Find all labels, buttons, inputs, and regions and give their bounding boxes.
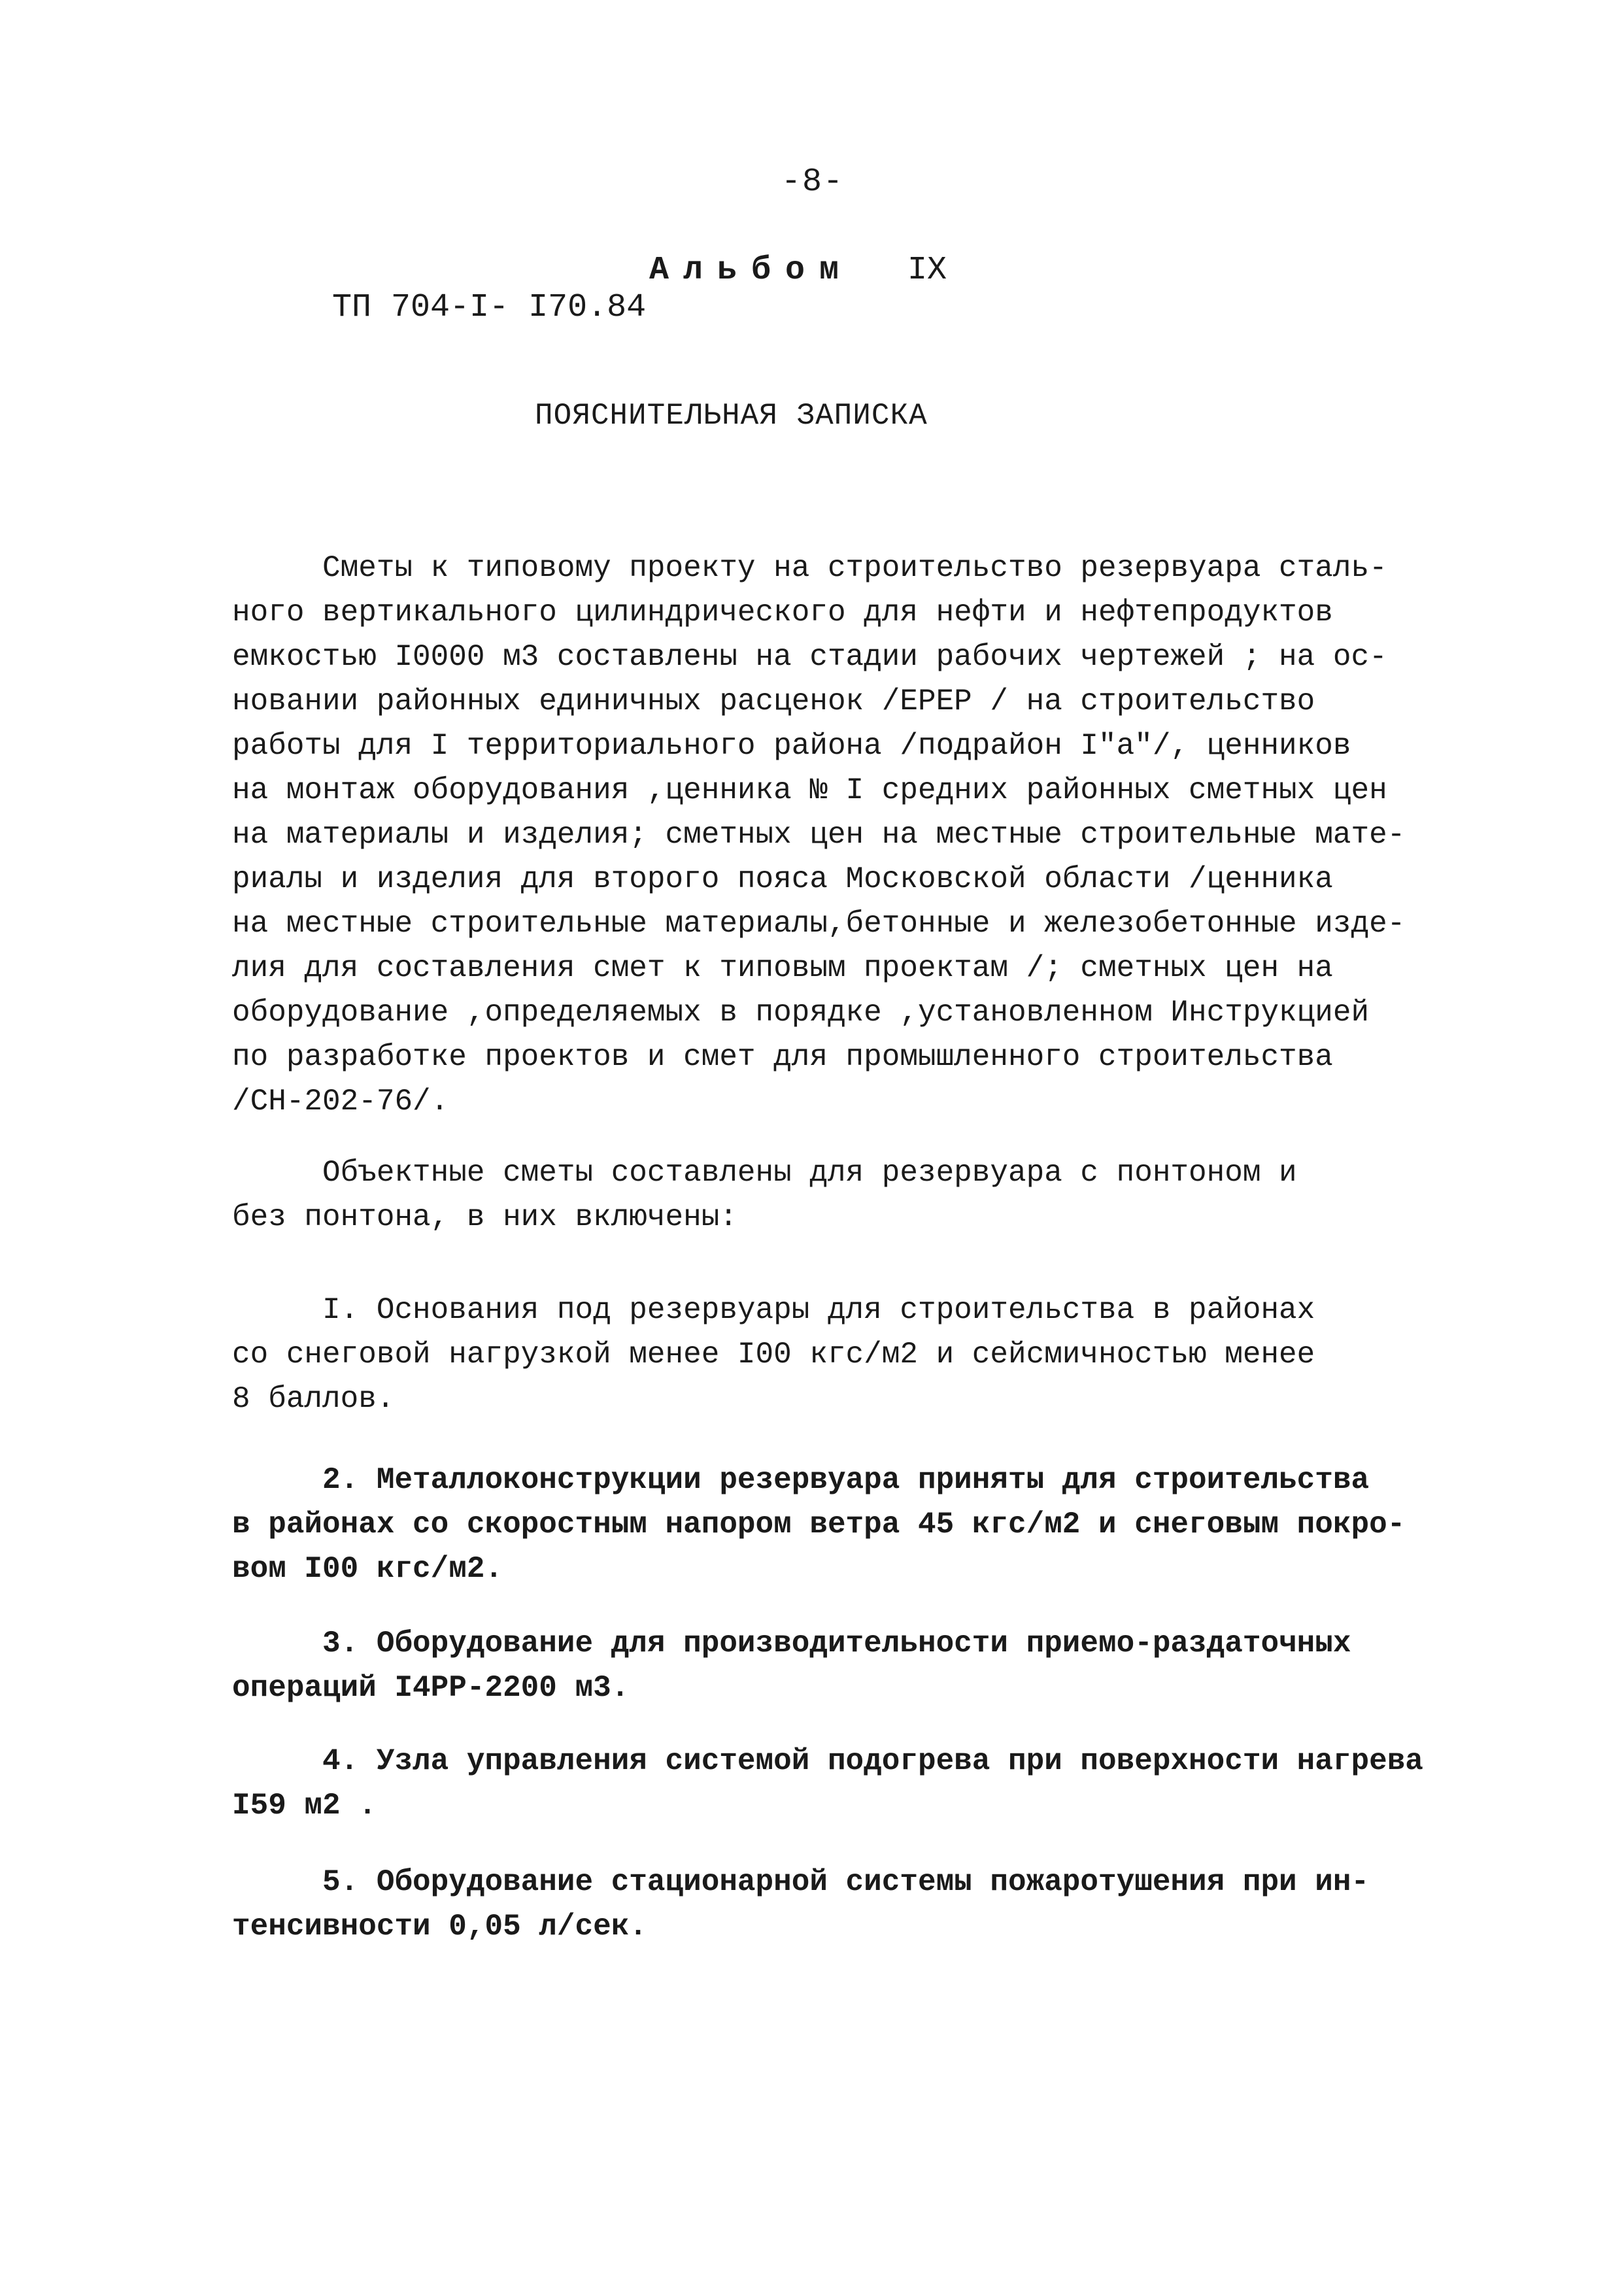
list-item-1	[232, 1288, 1474, 1421]
text-line: тенсивности 0,05 л/сек.	[232, 1910, 647, 1944]
album-number: IX	[907, 252, 947, 289]
text-line: риалы и изделия для второго пояса Московской области /ценника	[232, 862, 1333, 896]
text-line: лия для составления смет к типовым проектам /; сметных цен на	[232, 951, 1333, 985]
text-line: в районах со скоростным напором ветра 45 кгс/м2 и снеговым покро-	[232, 1508, 1406, 1542]
text-line: без понтона, в них включены:	[232, 1200, 737, 1234]
list-item-3	[232, 1621, 1474, 1710]
text-line: 5. Оборудование стационарной системы пожаротушения при ин-	[232, 1865, 1370, 1899]
text-line: /СН-202-76/.	[232, 1085, 449, 1119]
list-item-5	[232, 1860, 1474, 1949]
document-title: ПОЯСНИТЕЛЬНАЯ ЗАПИСКА	[535, 399, 928, 433]
text-line: I59 м2 .	[232, 1789, 377, 1823]
text-line: 2. Металлоконструкции резервуара приняты для строительства	[232, 1463, 1370, 1497]
list-lead-paragraph	[232, 1151, 1474, 1240]
text-line: вом I00 кгс/м2.	[232, 1552, 503, 1586]
album-label: Альбом	[649, 252, 854, 289]
list-item-2	[232, 1458, 1474, 1591]
text-line: на материалы и изделия; сметных цен на местные строительные мате-	[232, 818, 1406, 852]
text-line: новании районных единичных расценок /ЕРЕР / на строительство	[232, 684, 1315, 718]
text-line: емкостью I0000 м3 составлены на стадии рабочих чертежей ; на ос-	[232, 640, 1387, 674]
text-line: Сметы к типовому проекту на строительство резервуара сталь-	[232, 551, 1387, 585]
project-code: ТП 704-I- I70.84	[332, 289, 647, 326]
text-line: Объектные сметы составлены для резервуара с понтоном и	[232, 1156, 1297, 1190]
list-item-4	[232, 1739, 1474, 1828]
text-line: операций I4РР-2200 м3.	[232, 1671, 630, 1705]
text-line: I. Основания под резервуары для строительства в районах	[232, 1293, 1315, 1327]
text-line: 3. Оборудование для производительности приемо-раздаточных	[232, 1627, 1351, 1661]
page-number: -8-	[781, 163, 845, 201]
text-line: со снеговой нагрузкой менее I00 кгс/м2 и сейсмичностью менее	[232, 1338, 1315, 1372]
text-line: по разработке проектов и смет для промышленного строительства	[232, 1040, 1333, 1074]
text-line: 4. Узла управления системой подогрева при поверхности нагрева	[232, 1744, 1423, 1778]
text-line: работы для I территориального района /подрайон I"а"/, ценников	[232, 729, 1351, 763]
intro-paragraph	[232, 546, 1474, 1124]
text-line: на местные строительные материалы,бетонные и железобетонные изде-	[232, 907, 1406, 941]
text-line: оборудование ,определяемых в порядке ,установленном Инструкцией	[232, 996, 1370, 1030]
text-line: 8 баллов.	[232, 1382, 395, 1416]
text-line: ного вертикального цилиндрического для нефти и нефтепродуктов	[232, 596, 1333, 630]
text-line: на монтаж оборудования ,ценника № I средних районных сметных цен	[232, 773, 1387, 807]
